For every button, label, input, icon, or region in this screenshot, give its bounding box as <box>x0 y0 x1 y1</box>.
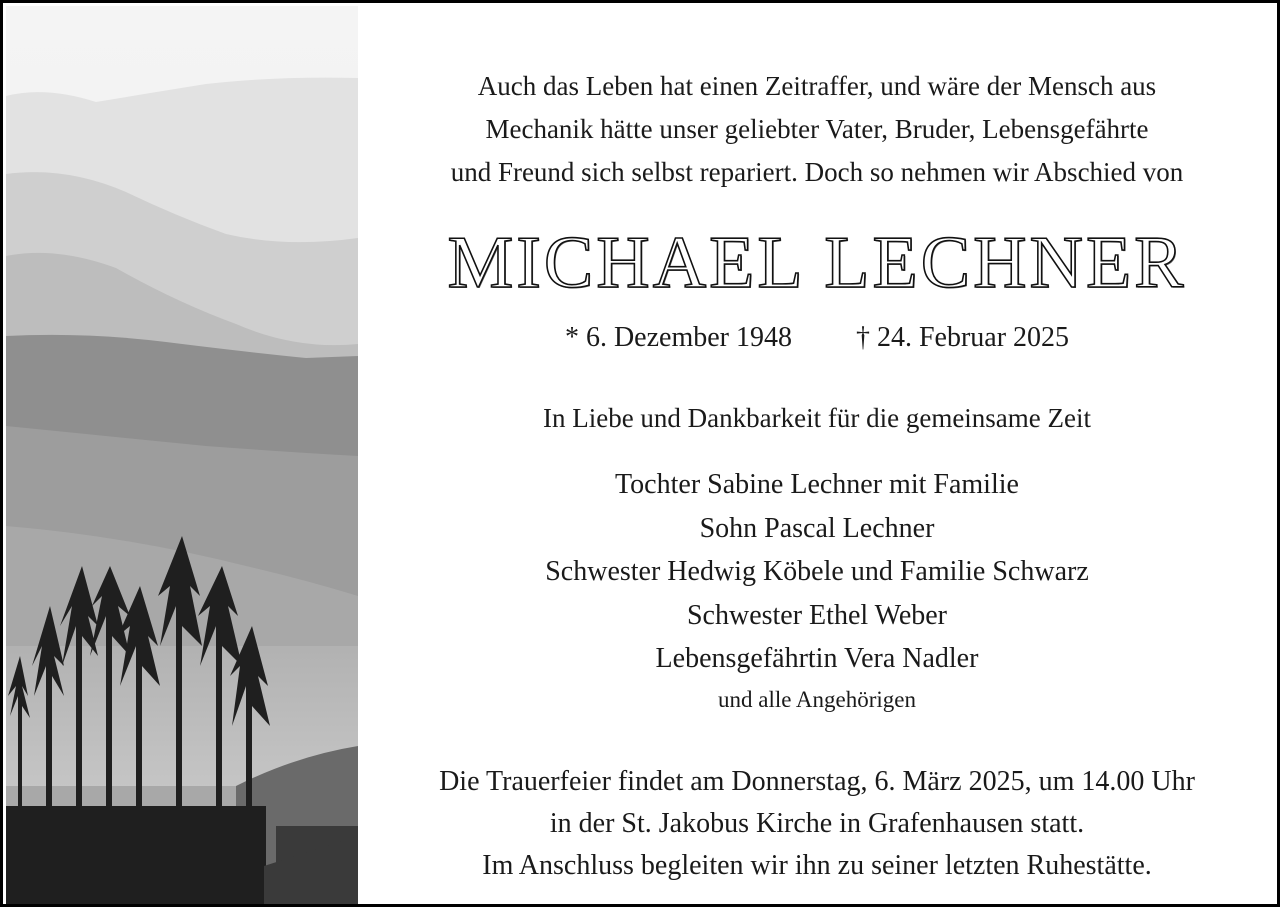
mourner: Sohn Pascal Lechner <box>699 512 935 544</box>
service-line: Im Anschluss begleiten wir ihn zu seiner letzten Ruhestätte. <box>482 850 1152 881</box>
relatives-line: und alle Angehörigen <box>717 687 916 712</box>
mountain-forest-photo <box>6 6 358 904</box>
service-line: in der St. Jakobus Kirche in Grafenhausen statt. <box>549 808 1085 839</box>
intro-verse <box>361 65 1273 194</box>
mourner: Lebensgefährtin Vera Nadler <box>655 643 979 674</box>
birth-date: * 6. Dezember 1948 <box>564 322 792 353</box>
mourner: Schwester Hedwig Köbele und Familie Schwarz <box>545 556 1089 587</box>
mourners-list <box>361 463 1273 681</box>
intro-line: Auch das Leben hat einen Zeitraffer, und wäre der Mensch aus <box>477 71 1157 101</box>
mountain-forest-icon <box>6 6 358 904</box>
intro-line: und Freund sich selbst repariert. Doch so nehmen wir Abschied von <box>450 157 1184 187</box>
mourner: Tochter Sabine Lechner mit Familie <box>615 469 1019 500</box>
thanks-line: In Liebe und Dankbarkeit für die gemeinsame Zeit <box>542 403 1092 433</box>
mourner: Schwester Ethel Weber <box>686 599 948 631</box>
funeral-service-info <box>361 761 1273 887</box>
service-line: Die Trauerfeier findet am Donnerstag, 6. März 2025, um 14.00 Uhr <box>439 766 1195 797</box>
intro-line: Mechanik hätte unser geliebter Vater, Bruder, Lebensgefährte <box>485 114 1149 144</box>
death-date: † 24. Februar 2025 <box>855 322 1070 353</box>
life-dates <box>361 319 1273 357</box>
deceased-name: MICHAEL LECHNER <box>447 222 1187 304</box>
notice-text <box>361 3 1273 904</box>
